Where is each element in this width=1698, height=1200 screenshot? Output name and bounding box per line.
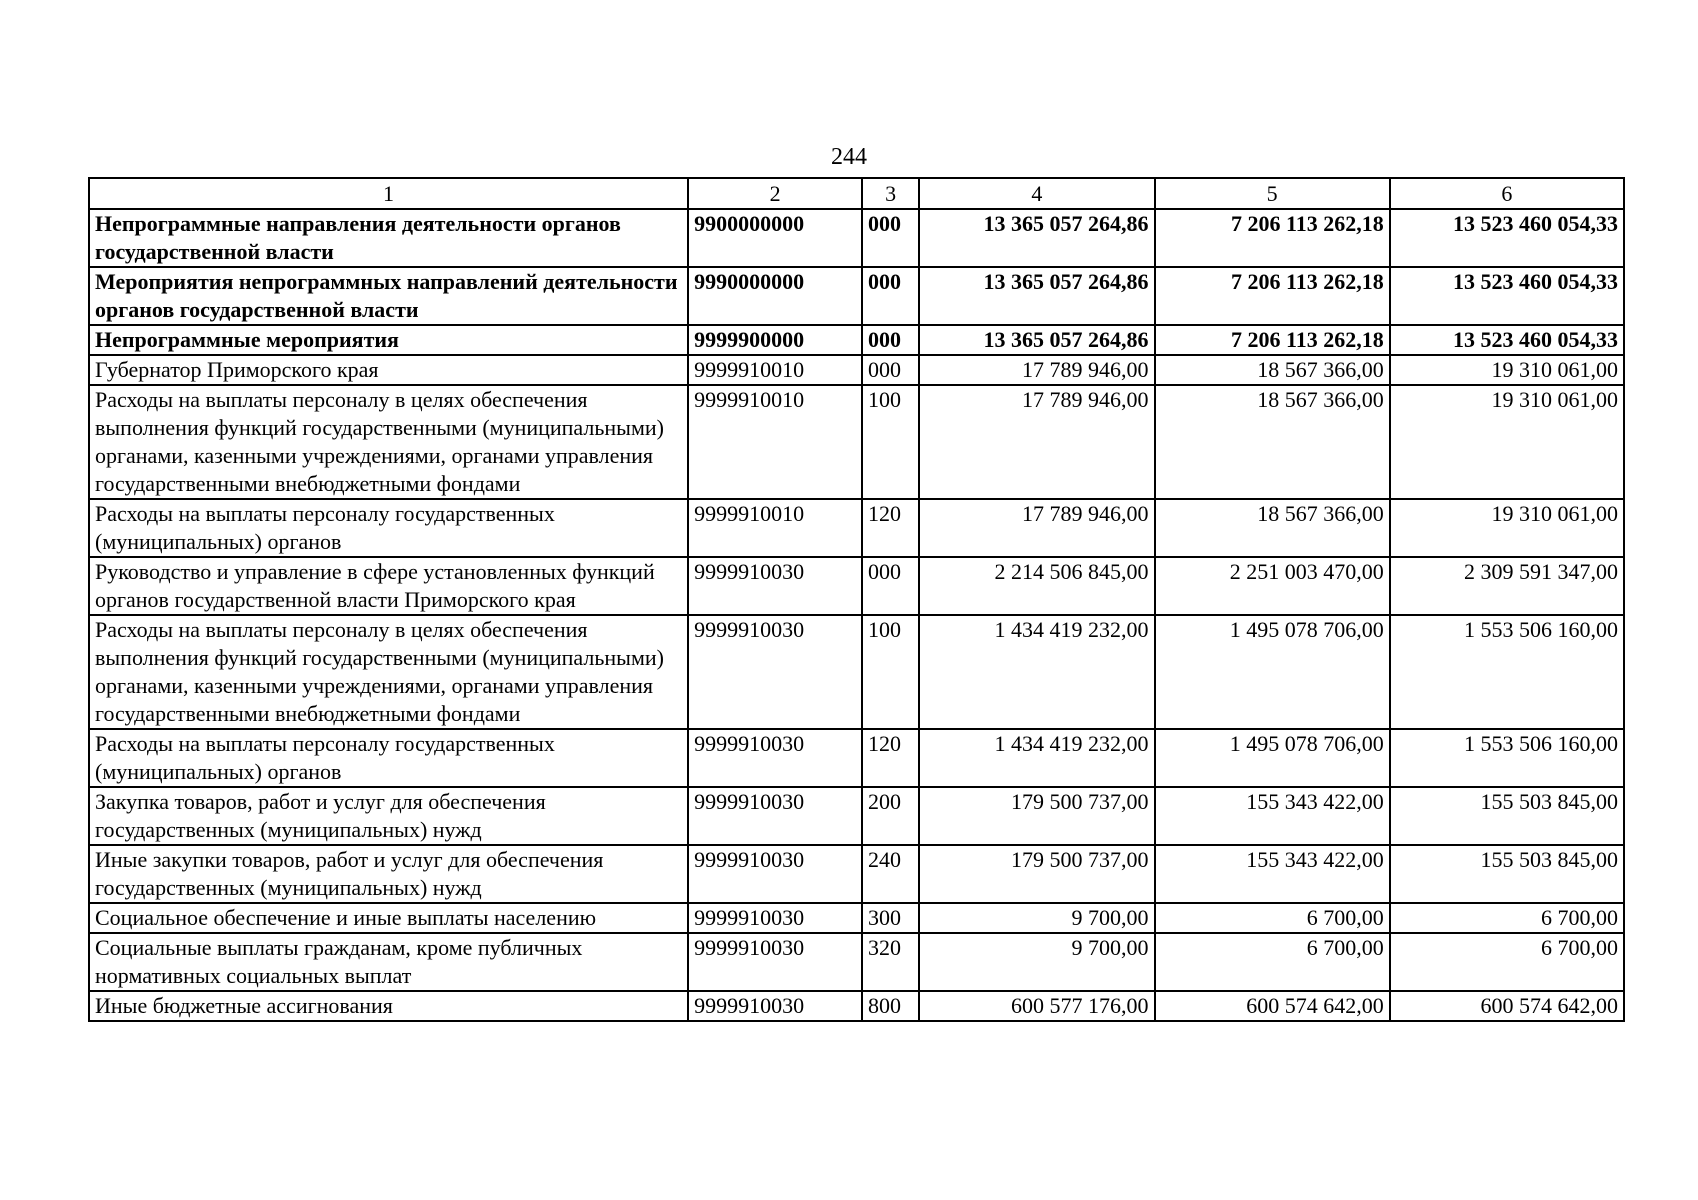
table-row [89,325,1624,355]
row-kind-cell: 100 [862,615,919,729]
row-kind-cell: 000 [862,267,919,325]
row-value-col5-cell: 18 567 366,00 [1155,355,1390,385]
row-value-col4-cell: 1 434 419 232,00 [919,615,1154,729]
row-value-col4-cell: 13 365 057 264,86 [919,267,1154,325]
row-name-cell: Непрограммные мероприятия [89,325,688,355]
header-cell-col5: 5 [1155,178,1390,209]
table-row [89,903,1624,933]
row-value-col4-cell: 9 700,00 [919,903,1154,933]
row-code-cell: 9900000000 [688,209,862,267]
row-value-col6-cell: 13 523 460 054,33 [1390,209,1624,267]
row-value-col5-cell: 7 206 113 262,18 [1155,267,1390,325]
table-row [89,787,1624,845]
row-value-col5-cell: 7 206 113 262,18 [1155,209,1390,267]
row-kind-cell: 000 [862,209,919,267]
row-value-col5-cell: 155 343 422,00 [1155,787,1390,845]
page-number: 244 [831,144,867,170]
row-kind-cell: 800 [862,991,919,1021]
row-value-col6-cell: 6 700,00 [1390,933,1624,991]
row-value-col4-cell: 1 434 419 232,00 [919,729,1154,787]
row-kind-cell: 120 [862,729,919,787]
row-name-cell: Иные бюджетные ассигнования [89,991,688,1021]
budget-table [88,177,1625,1022]
row-name-cell: Закупка товаров, работ и услуг для обеспечения государственных (муниципальных) нужд [89,787,688,845]
row-value-col6-cell: 1 553 506 160,00 [1390,729,1624,787]
row-value-col4-cell: 17 789 946,00 [919,385,1154,499]
header-cell-col2: 2 [688,178,862,209]
table-body [89,178,1624,1021]
row-value-col4-cell: 179 500 737,00 [919,787,1154,845]
row-value-col6-cell: 19 310 061,00 [1390,499,1624,557]
row-code-cell: 9999900000 [688,325,862,355]
row-kind-cell: 300 [862,903,919,933]
table-header-row [89,178,1624,209]
row-code-cell: 9999910030 [688,845,862,903]
row-name-cell: Расходы на выплаты персоналу в целях обеспечения выполнения функций государственными (муниципальными) органами, казенными учреждениями, органами управления государственными внебюджетными фондами [89,615,688,729]
row-code-cell: 9999910030 [688,615,862,729]
row-name-cell: Социальные выплаты гражданам, кроме публичных нормативных социальных выплат [89,933,688,991]
table-row [89,615,1624,729]
row-value-col5-cell: 18 567 366,00 [1155,499,1390,557]
row-value-col5-cell: 6 700,00 [1155,903,1390,933]
row-value-col6-cell: 13 523 460 054,33 [1390,267,1624,325]
row-kind-cell: 120 [862,499,919,557]
header-cell-col1: 1 [89,178,688,209]
row-code-cell: 9999910010 [688,385,862,499]
row-value-col6-cell: 1 553 506 160,00 [1390,615,1624,729]
row-kind-cell: 100 [862,385,919,499]
row-value-col5-cell: 7 206 113 262,18 [1155,325,1390,355]
row-code-cell: 9999910030 [688,991,862,1021]
row-value-col5-cell: 1 495 078 706,00 [1155,729,1390,787]
row-kind-cell: 320 [862,933,919,991]
row-code-cell: 9999910030 [688,933,862,991]
row-value-col6-cell: 2 309 591 347,00 [1390,557,1624,615]
row-value-col6-cell: 155 503 845,00 [1390,787,1624,845]
table-row [89,933,1624,991]
row-value-col6-cell: 19 310 061,00 [1390,355,1624,385]
header-cell-col4: 4 [919,178,1154,209]
row-value-col4-cell: 13 365 057 264,86 [919,325,1154,355]
row-value-col5-cell: 600 574 642,00 [1155,991,1390,1021]
row-value-col4-cell: 13 365 057 264,86 [919,209,1154,267]
row-name-cell: Расходы на выплаты персоналу государственных (муниципальных) органов [89,499,688,557]
row-code-cell: 9999910010 [688,355,862,385]
row-kind-cell: 000 [862,355,919,385]
table-row [89,557,1624,615]
row-name-cell: Губернатор Приморского края [89,355,688,385]
table-row [89,845,1624,903]
table-row [89,355,1624,385]
table-row [89,267,1624,325]
row-code-cell: 9999910030 [688,557,862,615]
row-code-cell: 9999910030 [688,787,862,845]
row-value-col4-cell: 17 789 946,00 [919,499,1154,557]
row-value-col6-cell: 600 574 642,00 [1390,991,1624,1021]
row-name-cell: Руководство и управление в сфере установленных функций органов государственной власти Приморского края [89,557,688,615]
row-name-cell: Расходы на выплаты персоналу государственных (муниципальных) органов [89,729,688,787]
row-name-cell: Социальное обеспечение и иные выплаты населению [89,903,688,933]
row-code-cell: 9990000000 [688,267,862,325]
row-value-col4-cell: 9 700,00 [919,933,1154,991]
table-row [89,385,1624,499]
row-value-col4-cell: 2 214 506 845,00 [919,557,1154,615]
row-value-col5-cell: 2 251 003 470,00 [1155,557,1390,615]
row-name-cell: Мероприятия непрограммных направлений деятельности органов государственной власти [89,267,688,325]
row-value-col4-cell: 17 789 946,00 [919,355,1154,385]
row-name-cell: Иные закупки товаров, работ и услуг для обеспечения государственных (муниципальных) нужд [89,845,688,903]
row-value-col5-cell: 1 495 078 706,00 [1155,615,1390,729]
row-value-col5-cell: 18 567 366,00 [1155,385,1390,499]
row-name-cell: Непрограммные направления деятельности органов государственной власти [89,209,688,267]
row-kind-cell: 000 [862,557,919,615]
row-value-col5-cell: 6 700,00 [1155,933,1390,991]
row-kind-cell: 000 [862,325,919,355]
row-code-cell: 9999910010 [688,499,862,557]
row-kind-cell: 200 [862,787,919,845]
table-row [89,209,1624,267]
row-code-cell: 9999910030 [688,729,862,787]
row-kind-cell: 240 [862,845,919,903]
row-value-col4-cell: 600 577 176,00 [919,991,1154,1021]
row-value-col6-cell: 19 310 061,00 [1390,385,1624,499]
row-name-cell: Расходы на выплаты персоналу в целях обеспечения выполнения функций государственными (муниципальными) органами, казенными учреждениями, органами управления государственными внебюджетными фондами [89,385,688,499]
row-code-cell: 9999910030 [688,903,862,933]
row-value-col6-cell: 155 503 845,00 [1390,845,1624,903]
row-value-col6-cell: 6 700,00 [1390,903,1624,933]
row-value-col6-cell: 13 523 460 054,33 [1390,325,1624,355]
row-value-col4-cell: 179 500 737,00 [919,845,1154,903]
row-value-col5-cell: 155 343 422,00 [1155,845,1390,903]
table-row [89,499,1624,557]
header-cell-col3: 3 [862,178,919,209]
table-row [89,991,1624,1021]
table-row [89,729,1624,787]
header-cell-col6: 6 [1390,178,1624,209]
